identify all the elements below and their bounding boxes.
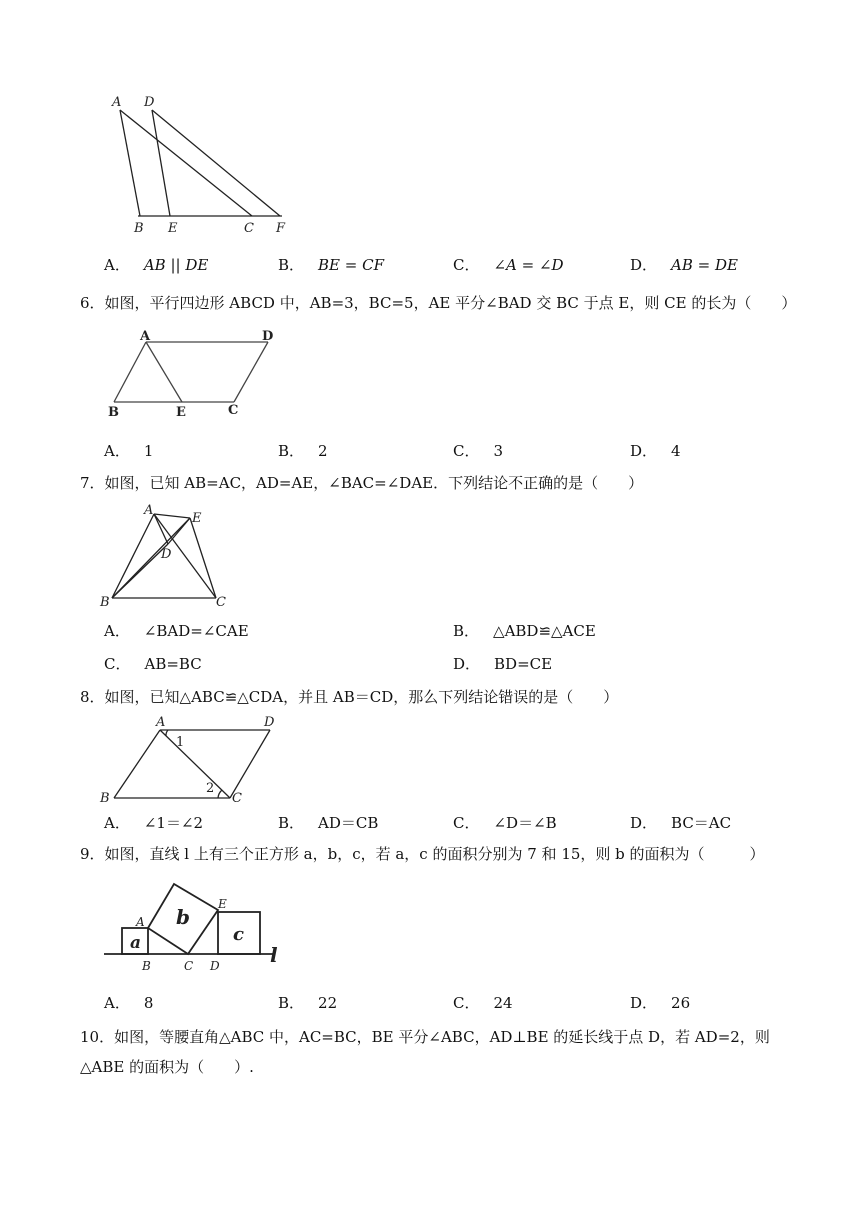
q6-figure [104,326,284,421]
q9-label-A: A [136,915,145,929]
q8-option-d: D． BC＝AC [630,814,732,832]
q6-label-D: D [262,329,274,344]
q9-figure [102,876,302,974]
q7-option-a: A． ∠BAD=∠CAE [104,622,249,640]
q5-option-a: A． AB || DE [104,256,209,274]
q10-question: 10．如图，等腰直角△ABC 中，AC=BC，BE 平分∠ABC，AD⊥BE 的延长线于点 D，若 AD=2，则△ABE 的面积为（ ）. [80,1028,770,1076]
q8-option-c: C． ∠D＝∠B [453,814,557,832]
q8-question: 8．如图，已知△ABC≌△CDA，并且 AB＝CD，那么下列结论错误的是（ ） [80,688,619,706]
q9-option-a: A． 8 [104,994,154,1012]
q9-label-a: a [130,933,142,953]
q6-label-B: B [108,405,119,420]
q9-label-C: C [184,959,194,973]
q9-label-D: D [210,959,220,973]
q6-label-A: A [140,329,151,344]
q7-label-A: A [144,503,154,518]
q5-option-b: B． BE = CF [278,256,384,274]
q9-label-l: l [270,943,278,967]
q8-label-A: A [156,715,166,730]
q8-option-b: B． AD＝CB [278,814,379,832]
q7-label-E: E [192,511,202,526]
q5-option-c: C． ∠A = ∠D [453,256,564,274]
q9-label-b: b [176,905,190,929]
q7-label-C: C [216,595,226,610]
q8-option-a: A． ∠1＝∠2 [104,814,204,832]
q8-label-C: C [232,791,242,804]
q6-option-a: A． 1 [104,442,154,460]
q7-label-D: D [161,547,172,562]
q9-option-d: D． 26 [630,994,691,1012]
q5-figure [100,90,300,235]
q6-label-C: C [228,403,239,418]
q8-label-D: D [264,715,275,730]
q7-option-b: B． △ABD≌△ACE [453,622,596,640]
q8-label-B: B [100,791,110,804]
q5-label-D: D [144,95,155,110]
q8-label-angle1: 1 [176,735,185,750]
q5-label-A: A [112,95,122,110]
q9-label-c: c [233,924,244,945]
q5-label-F: F [276,221,286,235]
q9-question: 9．如图，直线 l 上有三个正方形 a，b，c，若 a，c 的面积分别为 7 和 15，则 b 的面积为（ ） [80,845,765,863]
q5-option-d: D． AB = DE [630,256,738,274]
q7-label-B: B [100,595,110,610]
q9-label-E: E [218,897,227,911]
q7-option-c: C． AB=BC [104,655,202,673]
q9-option-b: B． 22 [278,994,338,1012]
q7-option-d: D． BD=CE [453,655,553,673]
q6-question: 6．如图，平行四边形 ABCD 中，AB=3，BC=5，AE 平分∠BAD 交 BC 于点 E，则 CE 的长为（ ） [80,294,797,312]
q5-label-E: E [168,221,178,235]
q5-label-C: C [244,221,254,235]
q6-label-E: E [176,405,186,420]
q6-option-b: B． 2 [278,442,328,460]
q9-label-B: B [142,959,151,973]
q9-option-c: C． 24 [453,994,513,1012]
q7-figure [98,502,238,610]
q6-option-c: C． 3 [453,442,504,460]
q7-question: 7．如图，已知 AB=AC，AD=AE，∠BAC=∠DAE．下列结论不正确的是（ ） [80,474,644,492]
q8-label-angle2: 2 [206,781,215,796]
q8-figure [98,712,288,804]
q6-option-d: D． 4 [630,442,681,460]
q5-label-B: B [134,221,144,235]
